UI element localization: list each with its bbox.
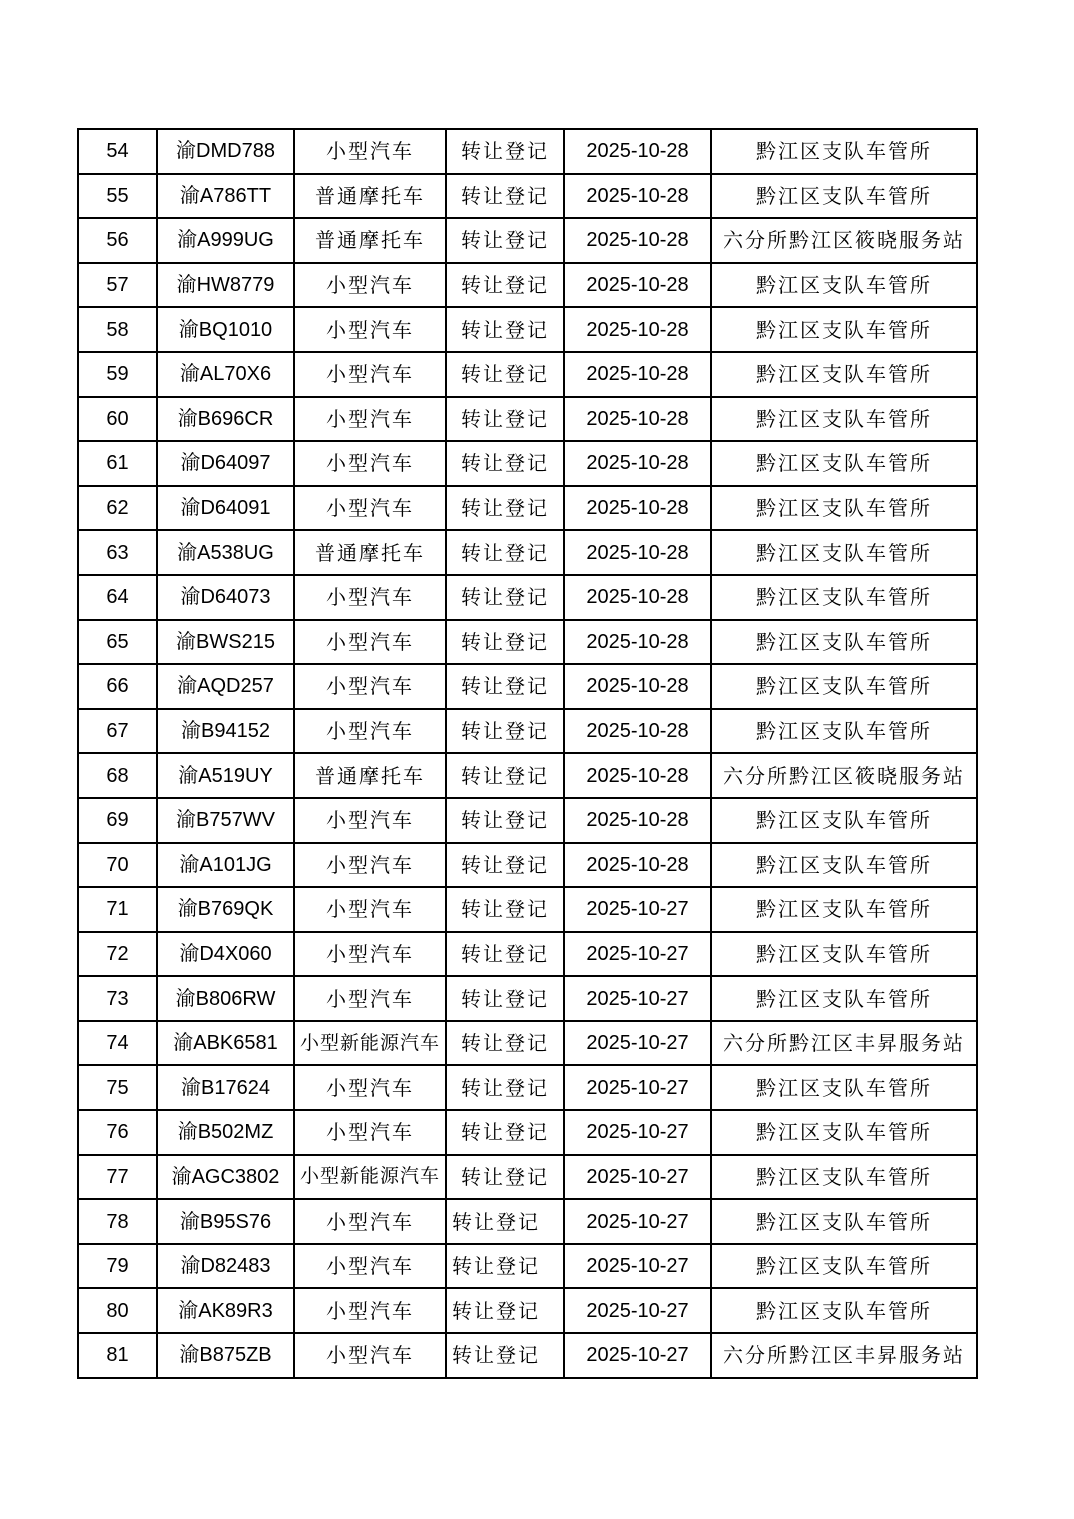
row-number: 58 [78, 307, 157, 352]
date: 2025-10-28 [564, 218, 711, 263]
office: 黔江区支队车管所 [711, 664, 977, 709]
business-type: 转让登记 [446, 575, 564, 620]
date: 2025-10-27 [564, 976, 711, 1021]
plate-number: 渝B769QK [157, 887, 294, 932]
vehicle-type: 小型汽车 [294, 575, 446, 620]
plate-number: 渝A538UG [157, 530, 294, 575]
row-number: 80 [78, 1288, 157, 1333]
business-type: 转让登记 [446, 174, 564, 219]
row-number: 62 [78, 486, 157, 531]
date: 2025-10-28 [564, 263, 711, 308]
row-number: 54 [78, 129, 157, 174]
vehicle-type: 普通摩托车 [294, 218, 446, 263]
row-number: 72 [78, 932, 157, 977]
office: 黔江区支队车管所 [711, 1065, 977, 1110]
plate-number: 渝A519UY [157, 753, 294, 798]
date: 2025-10-28 [564, 174, 711, 219]
business-type: 转让登记 [446, 441, 564, 486]
business-type: 转让登记 [446, 932, 564, 977]
table-row [78, 976, 977, 1021]
table-row [78, 1065, 977, 1110]
date: 2025-10-27 [564, 1333, 711, 1378]
vehicle-type: 小型汽车 [294, 664, 446, 709]
plate-number: 渝B757WV [157, 798, 294, 843]
business-type: 转让登记 [446, 976, 564, 1021]
row-number: 61 [78, 441, 157, 486]
business-type: 转让登记 [446, 620, 564, 665]
date: 2025-10-28 [564, 620, 711, 665]
row-number: 74 [78, 1021, 157, 1066]
row-number: 79 [78, 1244, 157, 1289]
plate-number: 渝A101JG [157, 843, 294, 888]
date: 2025-10-28 [564, 352, 711, 397]
date: 2025-10-27 [564, 932, 711, 977]
plate-number: 渝ABK6581 [157, 1021, 294, 1066]
date: 2025-10-28 [564, 753, 711, 798]
date: 2025-10-28 [564, 798, 711, 843]
registration-table [77, 128, 978, 1379]
vehicle-type: 小型汽车 [294, 1110, 446, 1155]
plate-number: 渝BWS215 [157, 620, 294, 665]
plate-number: 渝A786TT [157, 174, 294, 219]
row-number: 59 [78, 352, 157, 397]
row-number: 71 [78, 887, 157, 932]
date: 2025-10-28 [564, 397, 711, 442]
date: 2025-10-28 [564, 843, 711, 888]
table-row [78, 486, 977, 531]
vehicle-type: 小型汽车 [294, 887, 446, 932]
vehicle-type: 小型汽车 [294, 129, 446, 174]
vehicle-type: 小型汽车 [294, 1244, 446, 1289]
business-type: 转让登记 [446, 1110, 564, 1155]
business-type: 转让登记 [446, 263, 564, 308]
office: 黔江区支队车管所 [711, 575, 977, 620]
date: 2025-10-28 [564, 129, 711, 174]
plate-number: 渝B875ZB [157, 1333, 294, 1378]
date: 2025-10-27 [564, 1065, 711, 1110]
table-row [78, 1333, 977, 1378]
table-row [78, 575, 977, 620]
plate-number: 渝B17624 [157, 1065, 294, 1110]
table-row [78, 352, 977, 397]
row-number: 64 [78, 575, 157, 620]
office: 六分所黔江区丰昇服务站 [711, 1021, 977, 1066]
business-type: 转让登记 [446, 843, 564, 888]
vehicle-type: 小型汽车 [294, 843, 446, 888]
business-type: 转让登记 [446, 530, 564, 575]
date: 2025-10-27 [564, 1244, 711, 1289]
date: 2025-10-28 [564, 709, 711, 754]
office: 黔江区支队车管所 [711, 843, 977, 888]
table-row [78, 1021, 977, 1066]
office: 黔江区支队车管所 [711, 1110, 977, 1155]
date: 2025-10-27 [564, 1110, 711, 1155]
row-number: 75 [78, 1065, 157, 1110]
office: 黔江区支队车管所 [711, 530, 977, 575]
office: 黔江区支队车管所 [711, 352, 977, 397]
office: 黔江区支队车管所 [711, 1288, 977, 1333]
date: 2025-10-27 [564, 1199, 711, 1244]
date: 2025-10-28 [564, 530, 711, 575]
table-row [78, 1155, 977, 1200]
office: 六分所黔江区筱晓服务站 [711, 218, 977, 263]
plate-number: 渝AK89R3 [157, 1288, 294, 1333]
business-type: 转让登记 [446, 798, 564, 843]
plate-number: 渝A999UG [157, 218, 294, 263]
vehicle-type: 小型汽车 [294, 263, 446, 308]
row-number: 55 [78, 174, 157, 219]
vehicle-type: 小型汽车 [294, 1199, 446, 1244]
vehicle-type: 小型汽车 [294, 798, 446, 843]
table-row [78, 664, 977, 709]
business-type: 转让登记 [446, 709, 564, 754]
office: 黔江区支队车管所 [711, 174, 977, 219]
business-type: 转让登记 [446, 1199, 564, 1244]
office: 六分所黔江区筱晓服务站 [711, 753, 977, 798]
date: 2025-10-28 [564, 486, 711, 531]
business-type: 转让登记 [446, 129, 564, 174]
table-row [78, 530, 977, 575]
business-type: 转让登记 [446, 218, 564, 263]
table-row [78, 441, 977, 486]
business-type: 转让登记 [446, 753, 564, 798]
vehicle-type: 普通摩托车 [294, 753, 446, 798]
business-type: 转让登记 [446, 307, 564, 352]
plate-number: 渝HW8779 [157, 263, 294, 308]
plate-number: 渝B696CR [157, 397, 294, 442]
vehicle-type: 小型汽车 [294, 352, 446, 397]
row-number: 78 [78, 1199, 157, 1244]
row-number: 67 [78, 709, 157, 754]
vehicle-type: 小型汽车 [294, 1065, 446, 1110]
plate-number: 渝B502MZ [157, 1110, 294, 1155]
row-number: 57 [78, 263, 157, 308]
date: 2025-10-28 [564, 441, 711, 486]
vehicle-type: 普通摩托车 [294, 530, 446, 575]
vehicle-type: 小型汽车 [294, 709, 446, 754]
office: 黔江区支队车管所 [711, 887, 977, 932]
office: 黔江区支队车管所 [711, 486, 977, 531]
business-type: 转让登记 [446, 1021, 564, 1066]
business-type: 转让登记 [446, 1244, 564, 1289]
office: 黔江区支队车管所 [711, 441, 977, 486]
row-number: 60 [78, 397, 157, 442]
vehicle-type: 小型汽车 [294, 1288, 446, 1333]
row-number: 68 [78, 753, 157, 798]
date: 2025-10-28 [564, 575, 711, 620]
plate-number: 渝DMD788 [157, 129, 294, 174]
table-row [78, 932, 977, 977]
row-number: 63 [78, 530, 157, 575]
table-row [78, 709, 977, 754]
plate-number: 渝D82483 [157, 1244, 294, 1289]
table-row [78, 843, 977, 888]
vehicle-type: 小型新能源汽车 [294, 1021, 446, 1066]
business-type: 转让登记 [446, 887, 564, 932]
table-row [78, 397, 977, 442]
plate-number: 渝D64091 [157, 486, 294, 531]
vehicle-type: 小型汽车 [294, 1333, 446, 1378]
office: 黔江区支队车管所 [711, 1199, 977, 1244]
office: 黔江区支队车管所 [711, 620, 977, 665]
plate-number: 渝D64097 [157, 441, 294, 486]
business-type: 转让登记 [446, 1065, 564, 1110]
table-row [78, 1244, 977, 1289]
business-type: 转让登记 [446, 352, 564, 397]
plate-number: 渝AGC3802 [157, 1155, 294, 1200]
date: 2025-10-27 [564, 1288, 711, 1333]
plate-number: 渝AL70X6 [157, 352, 294, 397]
business-type: 转让登记 [446, 1288, 564, 1333]
vehicle-type: 小型汽车 [294, 307, 446, 352]
office: 六分所黔江区丰昇服务站 [711, 1333, 977, 1378]
vehicle-type: 小型汽车 [294, 620, 446, 665]
vehicle-type: 小型汽车 [294, 976, 446, 1021]
office: 黔江区支队车管所 [711, 709, 977, 754]
business-type: 转让登记 [446, 486, 564, 531]
vehicle-type: 小型汽车 [294, 441, 446, 486]
office: 黔江区支队车管所 [711, 263, 977, 308]
office: 黔江区支队车管所 [711, 798, 977, 843]
business-type: 转让登记 [446, 397, 564, 442]
date: 2025-10-27 [564, 887, 711, 932]
table-row [78, 218, 977, 263]
row-number: 69 [78, 798, 157, 843]
table-row [78, 1199, 977, 1244]
row-number: 73 [78, 976, 157, 1021]
plate-number: 渝B95S76 [157, 1199, 294, 1244]
row-number: 70 [78, 843, 157, 888]
date: 2025-10-27 [564, 1021, 711, 1066]
table-row [78, 798, 977, 843]
row-number: 81 [78, 1333, 157, 1378]
plate-number: 渝B806RW [157, 976, 294, 1021]
row-number: 76 [78, 1110, 157, 1155]
date: 2025-10-28 [564, 664, 711, 709]
office: 黔江区支队车管所 [711, 397, 977, 442]
table-row [78, 1110, 977, 1155]
office: 黔江区支队车管所 [711, 307, 977, 352]
row-number: 77 [78, 1155, 157, 1200]
plate-number: 渝BQ1010 [157, 307, 294, 352]
plate-number: 渝AQD257 [157, 664, 294, 709]
table-row [78, 307, 977, 352]
table-row [78, 129, 977, 174]
row-number: 65 [78, 620, 157, 665]
business-type: 转让登记 [446, 1333, 564, 1378]
vehicle-type: 小型新能源汽车 [294, 1155, 446, 1200]
vehicle-type: 小型汽车 [294, 397, 446, 442]
vehicle-type: 普通摩托车 [294, 174, 446, 219]
date: 2025-10-28 [564, 307, 711, 352]
plate-number: 渝B94152 [157, 709, 294, 754]
office: 黔江区支队车管所 [711, 976, 977, 1021]
office: 黔江区支队车管所 [711, 1155, 977, 1200]
vehicle-type: 小型汽车 [294, 932, 446, 977]
office: 黔江区支队车管所 [711, 932, 977, 977]
row-number: 66 [78, 664, 157, 709]
table-row [78, 620, 977, 665]
plate-number: 渝D4X060 [157, 932, 294, 977]
table-body [78, 129, 977, 1378]
office: 黔江区支队车管所 [711, 1244, 977, 1289]
table-row [78, 1288, 977, 1333]
table-row [78, 174, 977, 219]
table-row [78, 263, 977, 308]
table-row [78, 753, 977, 798]
business-type: 转让登记 [446, 1155, 564, 1200]
row-number: 56 [78, 218, 157, 263]
office: 黔江区支队车管所 [711, 129, 977, 174]
table-row [78, 887, 977, 932]
business-type: 转让登记 [446, 664, 564, 709]
vehicle-type: 小型汽车 [294, 486, 446, 531]
plate-number: 渝D64073 [157, 575, 294, 620]
date: 2025-10-27 [564, 1155, 711, 1200]
